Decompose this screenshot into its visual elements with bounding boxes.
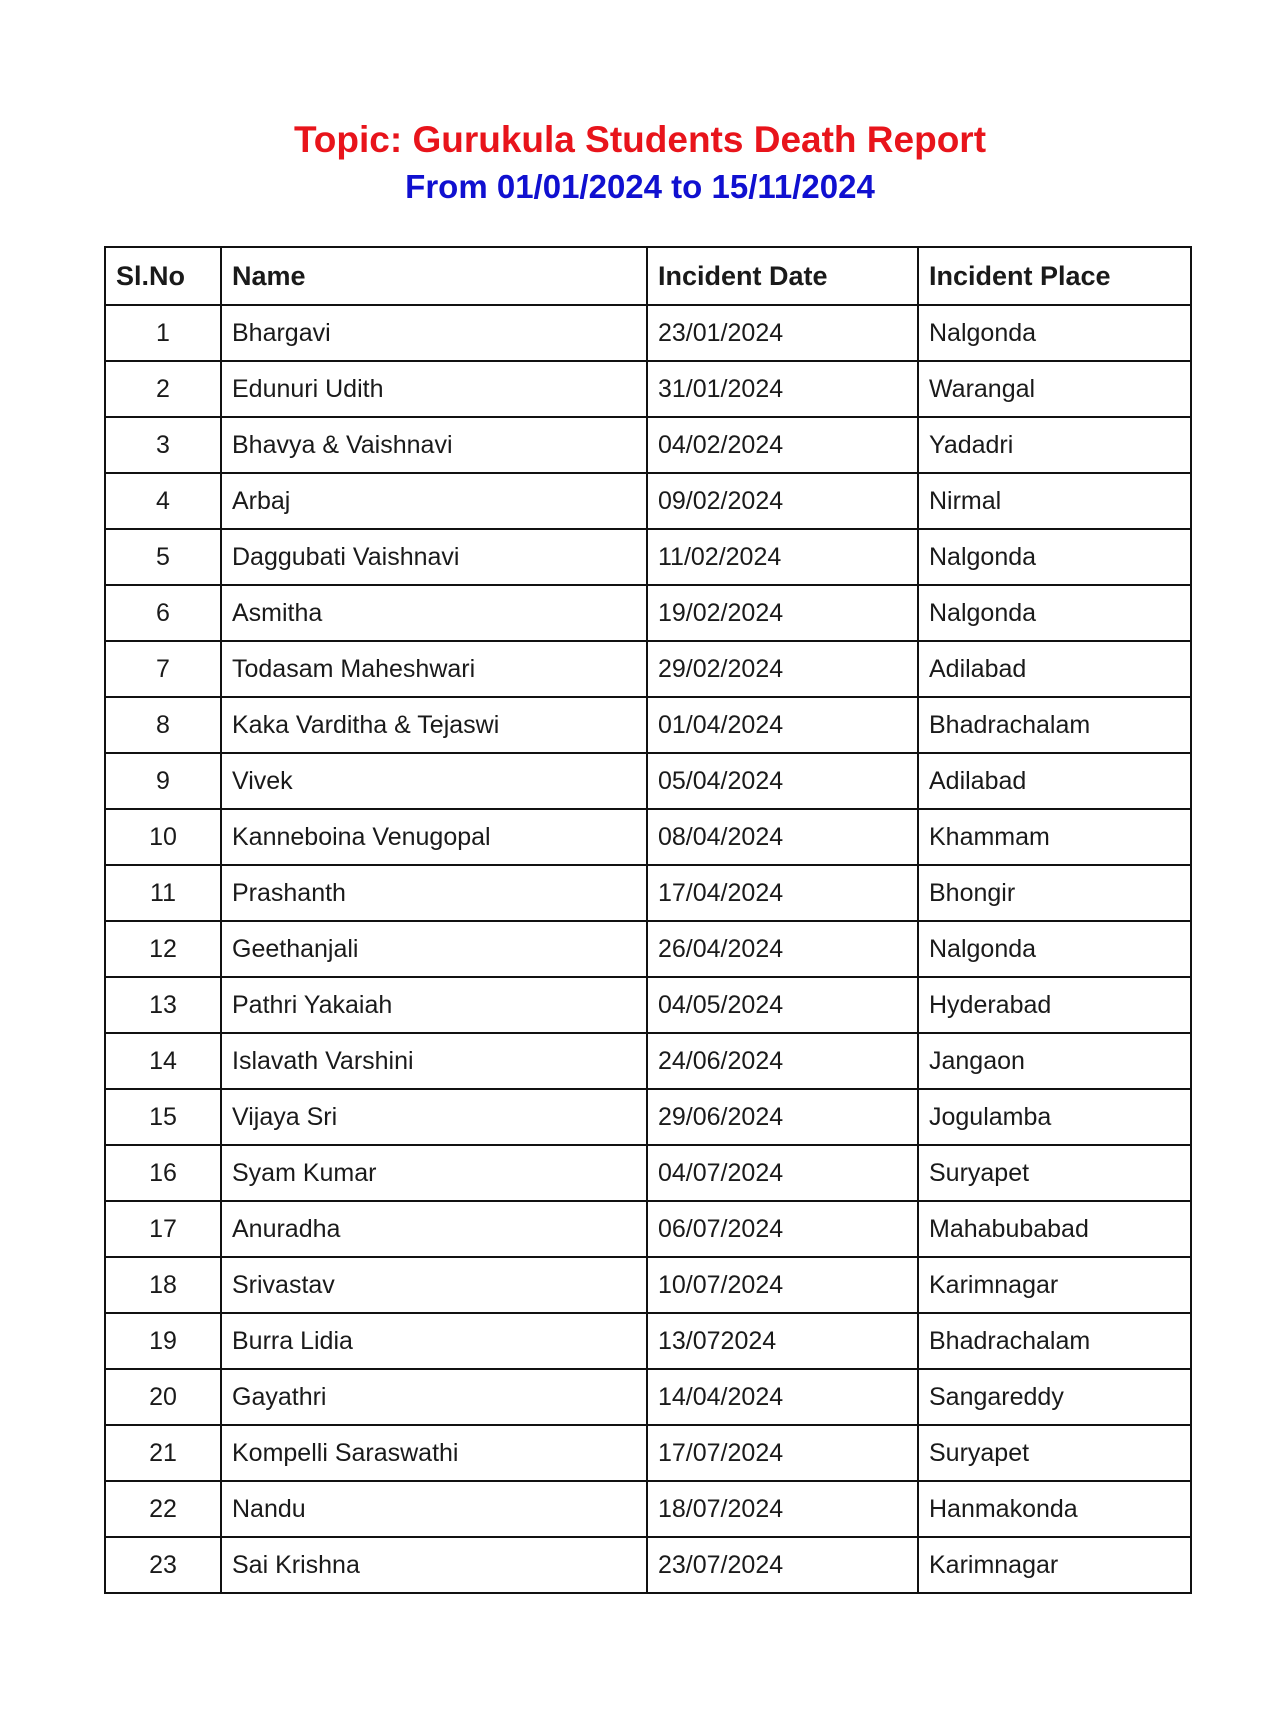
cell-sl-no: 3	[105, 417, 221, 473]
header-sl-no: Sl.No	[105, 247, 221, 305]
cell-name: Burra Lidia	[221, 1313, 647, 1369]
table-row	[105, 361, 1191, 417]
cell-sl-no: 4	[105, 473, 221, 529]
table-row	[105, 1425, 1191, 1481]
cell-name: Bhargavi	[221, 305, 647, 361]
cell-sl-no: 1	[105, 305, 221, 361]
table-row	[105, 977, 1191, 1033]
table-row	[105, 1313, 1191, 1369]
cell-incident-place: Nalgonda	[918, 585, 1191, 641]
cell-sl-no: 2	[105, 361, 221, 417]
cell-incident-date: 29/06/2024	[647, 1089, 918, 1145]
header-incident-date: Incident Date	[647, 247, 918, 305]
cell-name: Bhavya & Vaishnavi	[221, 417, 647, 473]
cell-name: Anuradha	[221, 1201, 647, 1257]
cell-incident-place: Khammam	[918, 809, 1191, 865]
cell-name: Kaka Varditha & Tejaswi	[221, 697, 647, 753]
cell-name: Nandu	[221, 1481, 647, 1537]
cell-sl-no: 9	[105, 753, 221, 809]
cell-sl-no: 17	[105, 1201, 221, 1257]
cell-incident-place: Suryapet	[918, 1145, 1191, 1201]
cell-incident-date: 01/04/2024	[647, 697, 918, 753]
cell-name: Gayathri	[221, 1369, 647, 1425]
table-row	[105, 1481, 1191, 1537]
cell-name: Todasam Maheshwari	[221, 641, 647, 697]
cell-name: Sai Krishna	[221, 1537, 647, 1593]
cell-sl-no: 23	[105, 1537, 221, 1593]
cell-incident-place: Warangal	[918, 361, 1191, 417]
cell-name: Vivek	[221, 753, 647, 809]
cell-incident-place: Karimnagar	[918, 1537, 1191, 1593]
cell-incident-place: Jogulamba	[918, 1089, 1191, 1145]
cell-incident-date: 08/04/2024	[647, 809, 918, 865]
cell-incident-date: 29/02/2024	[647, 641, 918, 697]
cell-incident-date: 17/04/2024	[647, 865, 918, 921]
cell-incident-date: 14/04/2024	[647, 1369, 918, 1425]
cell-incident-place: Bhongir	[918, 865, 1191, 921]
table-row	[105, 417, 1191, 473]
table-row	[105, 809, 1191, 865]
cell-name: Vijaya Sri	[221, 1089, 647, 1145]
cell-incident-date: 06/07/2024	[647, 1201, 918, 1257]
table-row	[105, 585, 1191, 641]
cell-incident-place: Jangaon	[918, 1033, 1191, 1089]
cell-incident-place: Nalgonda	[918, 529, 1191, 585]
table-row	[105, 641, 1191, 697]
cell-sl-no: 15	[105, 1089, 221, 1145]
cell-name: Prashanth	[221, 865, 647, 921]
table-row	[105, 1033, 1191, 1089]
cell-incident-place: Adilabad	[918, 753, 1191, 809]
cell-incident-place: Hanmakonda	[918, 1481, 1191, 1537]
cell-sl-no: 10	[105, 809, 221, 865]
cell-incident-date: 05/04/2024	[647, 753, 918, 809]
cell-name: Edunuri Udith	[221, 361, 647, 417]
cell-sl-no: 8	[105, 697, 221, 753]
cell-sl-no: 18	[105, 1257, 221, 1313]
cell-incident-date: 17/07/2024	[647, 1425, 918, 1481]
cell-incident-date: 23/01/2024	[647, 305, 918, 361]
cell-incident-place: Nirmal	[918, 473, 1191, 529]
cell-sl-no: 22	[105, 1481, 221, 1537]
cell-sl-no: 7	[105, 641, 221, 697]
cell-incident-place: Bhadrachalam	[918, 1313, 1191, 1369]
cell-incident-place: Hyderabad	[918, 977, 1191, 1033]
cell-sl-no: 12	[105, 921, 221, 977]
cell-incident-date: 26/04/2024	[647, 921, 918, 977]
cell-sl-no: 16	[105, 1145, 221, 1201]
cell-incident-date: 31/01/2024	[647, 361, 918, 417]
table-row	[105, 697, 1191, 753]
cell-incident-date: 24/06/2024	[647, 1033, 918, 1089]
cell-incident-date: 11/02/2024	[647, 529, 918, 585]
cell-incident-date: 19/02/2024	[647, 585, 918, 641]
cell-name: Syam Kumar	[221, 1145, 647, 1201]
table-row	[105, 921, 1191, 977]
cell-incident-date: 04/07/2024	[647, 1145, 918, 1201]
table-row	[105, 529, 1191, 585]
cell-name: Kompelli Saraswathi	[221, 1425, 647, 1481]
table-row	[105, 753, 1191, 809]
cell-incident-place: Nalgonda	[918, 305, 1191, 361]
cell-incident-place: Suryapet	[918, 1425, 1191, 1481]
cell-incident-place: Sangareddy	[918, 1369, 1191, 1425]
table-header-row	[105, 247, 1191, 305]
table-row	[105, 1145, 1191, 1201]
cell-sl-no: 11	[105, 865, 221, 921]
cell-name: Arbaj	[221, 473, 647, 529]
report-title: Topic: Gurukula Students Death Report	[293, 119, 987, 160]
cell-name: Daggubati Vaishnavi	[221, 529, 647, 585]
cell-incident-place: Nalgonda	[918, 921, 1191, 977]
cell-incident-place: Bhadrachalam	[918, 697, 1191, 753]
cell-name: Pathri Yakaiah	[221, 977, 647, 1033]
table-row	[105, 1089, 1191, 1145]
cell-sl-no: 20	[105, 1369, 221, 1425]
cell-name: Asmitha	[221, 585, 647, 641]
cell-incident-place: Yadadri	[918, 417, 1191, 473]
table-row	[105, 1369, 1191, 1425]
cell-sl-no: 21	[105, 1425, 221, 1481]
cell-sl-no: 14	[105, 1033, 221, 1089]
cell-incident-date: 13/072024	[647, 1313, 918, 1369]
cell-incident-date: 04/02/2024	[647, 417, 918, 473]
report-date-range: From 01/01/2024 to 15/11/2024	[405, 168, 875, 205]
table-row	[105, 305, 1191, 361]
cell-incident-place: Adilabad	[918, 641, 1191, 697]
cell-sl-no: 6	[105, 585, 221, 641]
table-row	[105, 1537, 1191, 1593]
table-row	[105, 1257, 1191, 1313]
cell-incident-date: 18/07/2024	[647, 1481, 918, 1537]
table-row	[105, 473, 1191, 529]
cell-incident-date: 10/07/2024	[647, 1257, 918, 1313]
cell-sl-no: 5	[105, 529, 221, 585]
table-row	[105, 865, 1191, 921]
cell-name: Kanneboina Venugopal	[221, 809, 647, 865]
cell-name: Islavath Varshini	[221, 1033, 647, 1089]
header-incident-place: Incident Place	[918, 247, 1191, 305]
cell-incident-date: 23/07/2024	[647, 1537, 918, 1593]
cell-incident-place: Mahabubabad	[918, 1201, 1191, 1257]
cell-incident-date: 04/05/2024	[647, 977, 918, 1033]
report-table	[104, 246, 1192, 1594]
cell-name: Srivastav	[221, 1257, 647, 1313]
table-row	[105, 1201, 1191, 1257]
header-name: Name	[221, 247, 647, 305]
cell-incident-date: 09/02/2024	[647, 473, 918, 529]
cell-sl-no: 19	[105, 1313, 221, 1369]
cell-name: Geethanjali	[221, 921, 647, 977]
cell-incident-place: Karimnagar	[918, 1257, 1191, 1313]
cell-sl-no: 13	[105, 977, 221, 1033]
